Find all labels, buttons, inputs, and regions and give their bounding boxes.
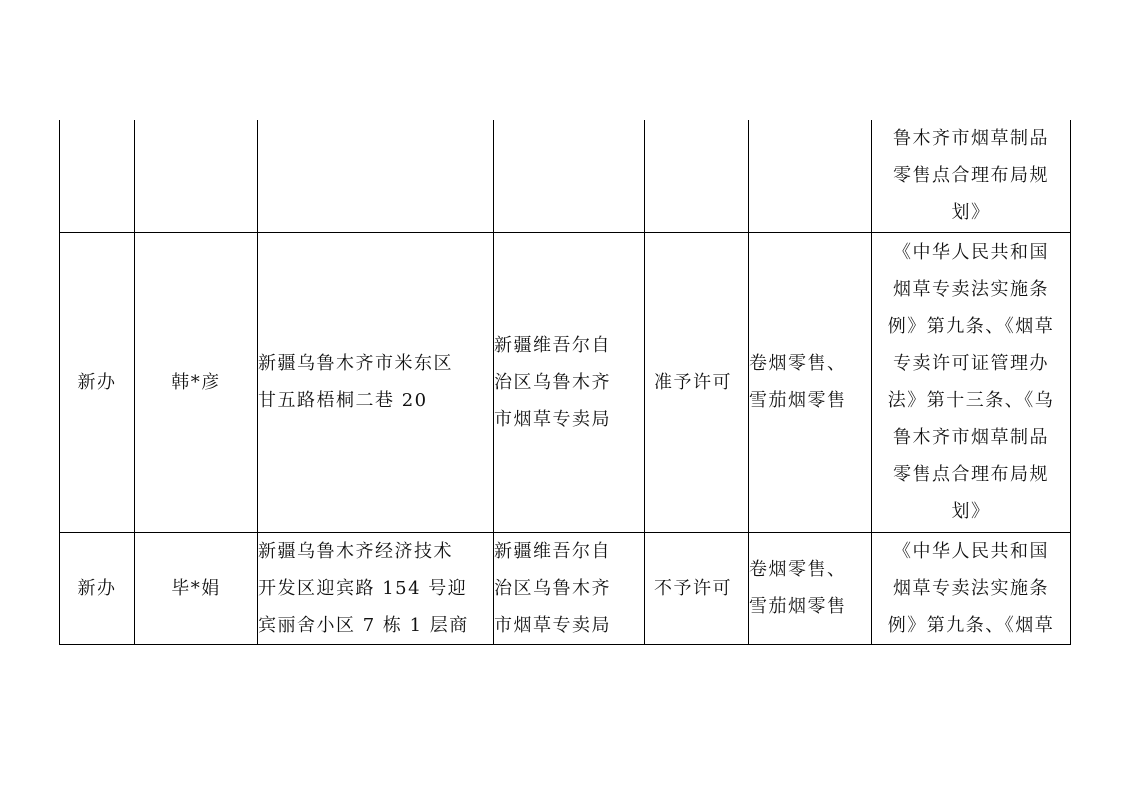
address-line: 甘五路梧桐二巷 20	[258, 390, 428, 411]
scope-line: 雪茄烟零售	[749, 390, 847, 411]
scope-cell	[749, 120, 872, 232]
basis-line: 烟草专卖法实施条	[893, 577, 1049, 599]
decision-cell	[645, 120, 749, 232]
scope-line: 卷烟零售、	[749, 353, 847, 374]
authority-line: 新疆维吾尔自	[494, 334, 611, 356]
basis-line: 例》第九条、《烟草	[887, 614, 1055, 636]
authority-line: 新疆维吾尔自	[494, 540, 611, 562]
basis-line: 烟草专卖法实施条	[893, 279, 1049, 300]
basis-cell	[872, 232, 1071, 532]
authority-line: 治区乌鲁木齐	[494, 577, 611, 599]
address-cell	[258, 120, 494, 232]
basis-line: 法》第十三条、《乌	[887, 390, 1055, 411]
scope-cell	[749, 232, 872, 532]
basis-line: 《中华人民共和国	[893, 242, 1049, 263]
basis-line: 例》第九条、《烟草	[887, 316, 1055, 337]
basis-line: 《中华人民共和国	[893, 540, 1049, 562]
decision-label: 准予许可	[654, 371, 732, 393]
basis-line: 鲁木齐市烟草制品	[893, 427, 1049, 448]
address-cell	[258, 532, 494, 644]
applicant-name: 毕*娟	[171, 577, 221, 599]
applicant-name: 韩*彦	[171, 371, 221, 393]
basis-line: 专卖许可证管理办	[893, 353, 1049, 374]
scope-cell	[749, 532, 872, 644]
authority-cell	[494, 532, 645, 644]
basis-line: 零售点合理布局规	[893, 464, 1049, 485]
basis-line: 零售点合理布局规	[893, 165, 1049, 187]
decision-cell	[645, 232, 749, 532]
license-table	[59, 120, 1071, 645]
name-cell	[135, 532, 258, 644]
name-cell	[135, 232, 258, 532]
basis-line: 划》	[951, 202, 991, 224]
address-line: 宾丽舍小区 7 栋 1 层商	[258, 614, 469, 636]
scope-line: 雪茄烟零售	[749, 596, 847, 617]
name-cell	[135, 120, 258, 232]
authority-cell	[494, 120, 645, 232]
type-label: 新办	[77, 577, 117, 599]
table-row	[60, 120, 1071, 232]
type-cell	[60, 120, 135, 232]
address-line: 新疆乌鲁木齐市米东区	[258, 353, 453, 374]
basis-cell	[872, 120, 1071, 232]
type-cell	[60, 232, 135, 532]
authority-line: 市烟草专卖局	[494, 408, 611, 430]
address-line: 开发区迎宾路 154 号迎	[258, 577, 468, 599]
scope-line: 卷烟零售、	[749, 559, 847, 580]
basis-line: 鲁木齐市烟草制品	[893, 128, 1049, 150]
decision-cell	[645, 532, 749, 644]
type-label: 新办	[77, 371, 117, 393]
authority-cell	[494, 232, 645, 532]
basis-line: 划》	[951, 501, 991, 522]
basis-cell	[872, 532, 1071, 644]
decision-label: 不予许可	[654, 577, 732, 599]
authority-line: 治区乌鲁木齐	[494, 371, 611, 393]
table-row	[60, 232, 1071, 532]
type-cell	[60, 532, 135, 644]
authority-line: 市烟草专卖局	[494, 614, 611, 636]
table-row	[60, 532, 1071, 644]
address-cell	[258, 232, 494, 532]
address-line: 新疆乌鲁木齐经济技术	[258, 540, 453, 562]
